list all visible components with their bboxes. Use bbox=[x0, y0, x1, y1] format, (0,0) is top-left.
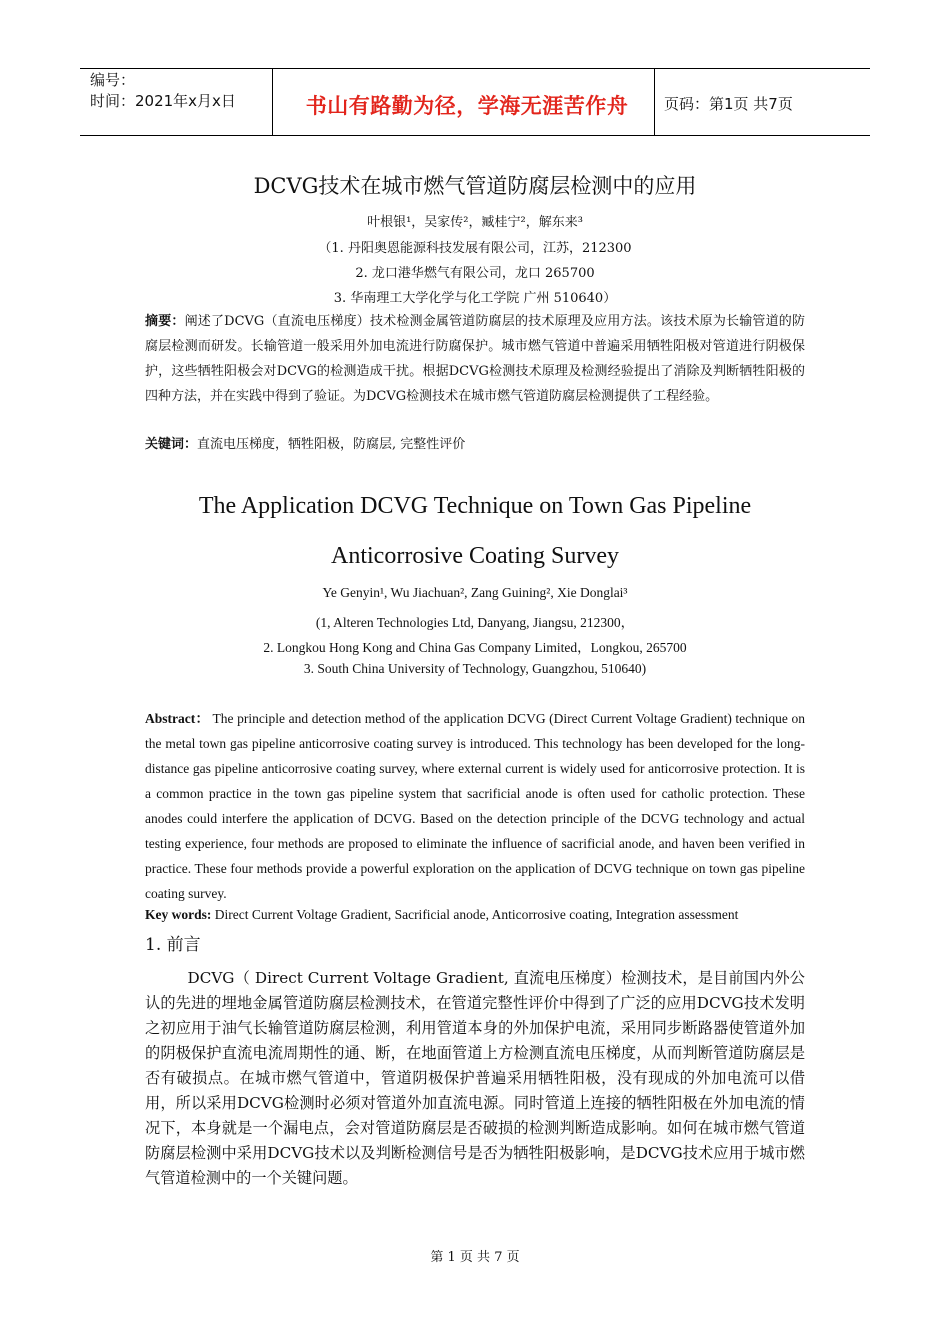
affiliation-cn-2: 2. 龙口港华燃气有限公司，龙口 265700 bbox=[355, 266, 595, 281]
abstract-en-label: Abstract： bbox=[145, 711, 210, 726]
header-divider-right bbox=[654, 68, 655, 136]
abstract-en-text: The principle and detection method of the application DCVG (Direct Current Voltage Gradient) technique on the metal town gas pipeline anticorrosive coating survey is introduced. This technology has been developed for the long-distance gas pipeline anticorrosive coating survey, where external current is widely used for anticorrosive protection. It is a common practice in the town gas pipeline system that sacrificial anode is often used for catholic protection. These anodes could interfere the application of DCVG. Based on the detection principle of the DCVG technology and actual testing experience, four methods are proposed to eliminate the influence of sacrificial anode, and haven been verified in practice. These four methods provide a powerful exploration on the application of DCVG technique on town gas pipeline coating survey. bbox=[145, 711, 805, 901]
header-meta bbox=[90, 70, 236, 112]
affiliation-en-1: (1, Alteren Technologies Ltd, Danyang, Jiangsu, 212300， bbox=[315, 615, 635, 630]
section-heading-intro: 1. 前言 bbox=[145, 935, 201, 955]
keywords-en bbox=[145, 907, 805, 923]
abstract-cn bbox=[145, 309, 805, 409]
time-label: 时间：2021年x月x日 bbox=[90, 92, 236, 110]
title-en-line-1: The Application DCVG Technique on Town Gas Pipeline bbox=[198, 493, 752, 519]
number-label: 编号： bbox=[90, 71, 136, 89]
header-divider-left bbox=[272, 68, 273, 136]
section-body-intro: DCVG（ Direct Current Voltage Gradient, 直流电压梯度）检测技术，是目前国内外公认的先进的埋地金属管道防腐层检测技术，在管道完整性评价中得到了广泛的应用DCVG技术发明之初应用于油气长输管道防腐层检测，利用管道本身的外加保护电流，采用同步断路器使管道外加的阴极保护直流电流周期性的通、断，在地面管道上方检测直流电压梯度，从而判断管道防腐层是否有破损点。在城市燃气管道中，管道阴极保护普遍采用牺牲阳极，没有现成的外加电流可以借用，所以采用DCVG检测时必须对管道外加直流电源。同时管道上连接的牺牲阳极在外加电流的情况下，本身就是一个漏电点，会对管道防腐层是否破损的检测判断造成影响。如何在城市燃气管道防腐层检测中采用DCVG技术以及判断检测信号是否为牺牲阳极影响，是DCVG技术应用于城市燃气管道检测中的一个关键问题。 bbox=[145, 969, 805, 1187]
authors-en: Ye Genyin¹, Wu Jiachuan², Zang Guining², Xie Donglai³ bbox=[322, 585, 628, 600]
title-en-line-2: Anticorrosive Coating Survey bbox=[331, 543, 619, 569]
title-cn: DCVG技术在城市燃气管道防腐层检测中的应用 bbox=[253, 174, 697, 198]
affiliation-cn-1: （1. 丹阳奥恩能源科技发展有限公司，江苏，212300 bbox=[318, 241, 632, 256]
keywords-en-label: Key words: bbox=[145, 907, 212, 922]
abstract-cn-text: 阐述了DCVG（直流电压梯度）技术检测金属管道防腐层的技术原理及应用方法。该技术原为长输管道的防腐层检测而研发。长输管道一般采用外加电流进行防腐保护。城市燃气管道中普遍采用牺牲阳极对管道进行阴极保护，这些牺牲阳极会对DCVG的检测造成干扰。根据DCVG检测技术原理及检测经验提出了消除及判断牺牲阳极的四种方法，并在实践中得到了验证。为DCVG检测技术在城市燃气管道防腐层检测提供了工程经验。 bbox=[145, 314, 805, 404]
header-page-info: 页码：第1页 共7页 bbox=[664, 95, 793, 113]
header-top-rule bbox=[80, 68, 870, 69]
keywords-cn-text: 直流电压梯度，牺牲阳极，防腐层, 完整性评价 bbox=[197, 437, 466, 452]
affiliation-en-3: 3. South China University of Technology, Guangzhou, 510640) bbox=[303, 661, 647, 676]
page-footer: 第 1 页 共 7 页 bbox=[430, 1250, 520, 1265]
affiliation-cn-3: 3. 华南理工大学化学与化工学院 广州 510640） bbox=[333, 291, 617, 306]
keywords-en-text: Direct Current Voltage Gradient, Sacrificial anode, Anticorrosive coating, Integration assessment bbox=[214, 907, 739, 922]
keywords-cn-label: 关键词： bbox=[145, 437, 198, 452]
authors-cn: 叶根银¹，吴家传²，臧桂宁²，解东来³ bbox=[367, 215, 583, 230]
abstract-cn-label: 摘要： bbox=[145, 314, 185, 329]
keywords-cn bbox=[145, 433, 805, 452]
affiliation-en-2: 2. Longkou Hong Kong and China Gas Company Limited，Longkou, 265700 bbox=[263, 640, 687, 655]
abstract-en bbox=[145, 706, 805, 906]
header-bottom-rule bbox=[80, 135, 870, 136]
header-motto: 书山有路勤为径，学海无涯苦作舟 bbox=[305, 94, 629, 118]
